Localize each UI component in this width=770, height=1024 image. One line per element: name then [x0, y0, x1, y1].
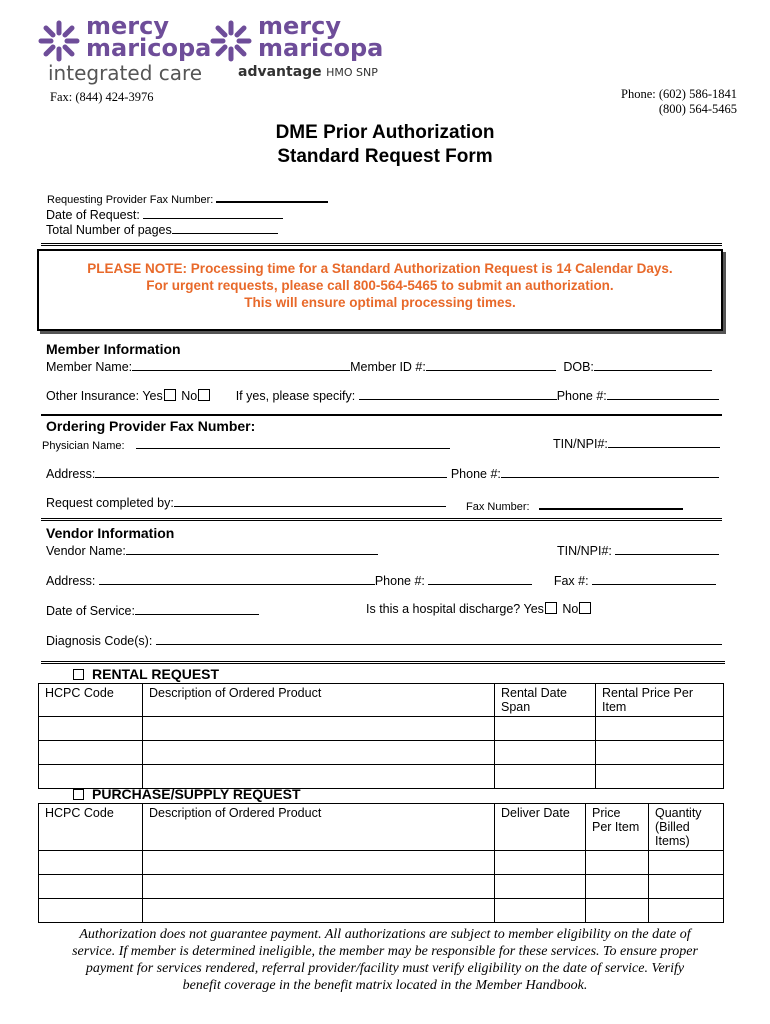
purchase-col-price-b: Per Item: [592, 820, 640, 834]
vendor-fax-line[interactable]: [592, 572, 716, 585]
specify-line[interactable]: [359, 387, 557, 400]
physician-name-field: [42, 436, 450, 452]
vendor-tin-field: [557, 542, 719, 558]
date-of-request-label: Date of Request:: [46, 208, 140, 222]
rental-cell[interactable]: [143, 741, 495, 765]
logo2-hmo-snp: HMO SNP: [326, 66, 378, 79]
purchase-cell[interactable]: [495, 851, 586, 875]
diagnosis-codes-field: [46, 632, 722, 648]
logo2-line2: maricopa: [258, 34, 384, 62]
provider-fax-field[interactable]: [47, 189, 328, 206]
other-insurance-label: Other Insurance: Yes: [46, 389, 163, 403]
rental-request-checkbox[interactable]: [73, 669, 84, 680]
starburst-logo-icon: [38, 20, 80, 62]
disclaimer: [20, 926, 750, 994]
purchase-request-heading: [72, 786, 301, 802]
fax-number: Fax: (844) 424-3976: [50, 90, 154, 104]
purchase-cell[interactable]: [143, 875, 495, 899]
disclaimer-line2: service. If member is determined ineligible, the member may be responsible for these services. To ensure proper: [72, 944, 698, 959]
vendor-address-line[interactable]: [99, 572, 375, 585]
date-of-service-line[interactable]: [135, 602, 259, 615]
provider-fax-line[interactable]: [216, 189, 328, 203]
rental-request-label: RENTAL REQUEST: [92, 666, 220, 682]
specify-label: If yes, please specify:: [235, 389, 356, 403]
rental-cell[interactable]: [596, 717, 724, 741]
vendor-name-label: Vendor Name:: [46, 544, 126, 558]
rental-row[interactable]: [39, 741, 724, 765]
purchase-cell[interactable]: [495, 875, 586, 899]
form-title-line2: Standard Request Form: [277, 146, 493, 167]
member-phone-line[interactable]: [607, 387, 719, 400]
vendor-info-heading: Vendor Information: [46, 525, 175, 541]
rental-col-hcpc: HCPC Code: [39, 684, 143, 717]
ordering-phone-line[interactable]: [501, 465, 719, 478]
purchase-cell[interactable]: [649, 851, 724, 875]
rental-cell[interactable]: [596, 741, 724, 765]
purchase-col-price-a: Price: [592, 806, 621, 820]
discharge-no-checkbox[interactable]: [579, 602, 591, 614]
dob-line[interactable]: [594, 358, 712, 371]
purchase-col-quantity-b: (Billed: [655, 820, 690, 834]
discharge-no-label: No: [562, 602, 579, 616]
rental-cell[interactable]: [143, 717, 495, 741]
notice-line1: PLEASE NOTE: Processing time for a Standard Authorization Request is 14 Calendar Days.: [87, 261, 673, 276]
rule-ordering: [41, 414, 722, 416]
purchase-col-hcpc: HCPC Code: [39, 804, 143, 851]
purchase-cell[interactable]: [143, 851, 495, 875]
vendor-address-label: Address:: [46, 574, 96, 588]
ordering-provider-heading: Ordering Provider Fax Number:: [46, 418, 256, 434]
date-of-request-line[interactable]: [143, 206, 283, 219]
logo2-line3: [238, 64, 378, 80]
purchase-row[interactable]: [39, 899, 724, 923]
phone-number-1: Phone: (602) 586-1841: [621, 87, 737, 101]
rental-table: [38, 683, 724, 789]
logo1-line2: maricopa: [86, 34, 212, 62]
logo1-line1: mercy: [86, 12, 169, 40]
purchase-request-checkbox[interactable]: [73, 789, 84, 800]
member-id-label: Member ID #:: [350, 360, 426, 374]
other-insurance-yes-checkbox[interactable]: [164, 389, 176, 401]
vendor-phone-label: Phone #:: [374, 574, 425, 588]
hospital-discharge-label: Is this a hospital discharge? Yes: [366, 602, 544, 616]
dob-label: DOB:: [563, 360, 594, 374]
purchase-table: [38, 803, 724, 923]
purchase-cell[interactable]: [586, 875, 649, 899]
disclaimer-line4: benefit coverage in the benefit matrix located in the Member Handbook.: [182, 978, 588, 993]
purchase-cell[interactable]: [39, 851, 143, 875]
hospital-discharge-field: [366, 602, 591, 616]
date-of-service-label: Date of Service:: [46, 604, 135, 618]
rental-cell[interactable]: [143, 765, 495, 789]
member-id-line[interactable]: [426, 358, 556, 371]
logo2-line1: mercy: [258, 12, 341, 40]
rental-cell[interactable]: [39, 717, 143, 741]
rental-header-row: [39, 684, 724, 717]
total-pages-line[interactable]: [172, 221, 278, 234]
notice-line2: For urgent requests, please call 800-564-5465 to submit an authorization.: [146, 278, 614, 293]
diagnosis-codes-line[interactable]: [156, 632, 722, 645]
member-name-label: Member Name:: [46, 360, 133, 374]
purchase-col-quantity-a: Quantity: [655, 806, 702, 820]
purchase-row[interactable]: [39, 875, 724, 899]
ordering-phone-label: Phone #:: [450, 467, 501, 481]
purchase-cell[interactable]: [586, 899, 649, 923]
purchase-col-deliver-date: Deliver Date: [495, 804, 586, 851]
rental-cell[interactable]: [495, 765, 596, 789]
ordering-fax-line[interactable]: [539, 496, 683, 510]
mercy-advantage-logo: [210, 12, 384, 84]
vendor-tin-label: TIN/NPI#:: [557, 544, 612, 558]
rental-col-price-a: Rental Price Per: [602, 686, 694, 700]
ordering-address-label: Address:: [46, 467, 96, 481]
purchase-cell[interactable]: [649, 875, 724, 899]
purchase-col-description: Description of Ordered Product: [143, 804, 495, 851]
purchase-cell[interactable]: [495, 899, 586, 923]
starburst-logo-icon: [210, 20, 252, 62]
rental-col-date-span-a: Rental Date: [501, 686, 568, 700]
purchase-col-quantity-c: Items): [655, 834, 690, 848]
rule-vendor: [41, 518, 722, 521]
other-insurance-no-checkbox[interactable]: [198, 389, 210, 401]
vendor-name-field: [46, 542, 378, 558]
rule-rental: [41, 661, 725, 664]
rental-cell[interactable]: [495, 717, 596, 741]
notice-box: [37, 249, 723, 331]
physician-name-label: Physician Name:: [42, 440, 125, 452]
ordering-tin-label: TIN/NPI#:: [553, 437, 608, 451]
request-completed-label: Request completed by:: [46, 496, 174, 510]
diagnosis-codes-label: Diagnosis Code(s):: [46, 634, 153, 648]
notice-line3: This will ensure optimal processing times.: [244, 295, 516, 310]
rental-cell[interactable]: [39, 741, 143, 765]
rental-col-date-span: [495, 684, 596, 717]
purchase-cell[interactable]: [39, 899, 143, 923]
rental-row[interactable]: [39, 765, 724, 789]
member-phone-label: Phone #:: [556, 389, 607, 403]
purchase-request-label: PURCHASE/SUPPLY REQUEST: [92, 786, 301, 802]
disclaimer-line1: Authorization does not guarantee payment. All authorizations are subject to member eligibility on the date of: [79, 927, 691, 942]
purchase-cell[interactable]: [649, 899, 724, 923]
rental-request-heading: [72, 666, 219, 682]
purchase-cell[interactable]: [143, 899, 495, 923]
member-info-heading: Member Information: [46, 341, 181, 357]
purchase-col-price: [586, 804, 649, 851]
form-title-line1: DME Prior Authorization: [275, 122, 495, 143]
purchase-col-quantity: [649, 804, 724, 851]
ordering-fax-field: [466, 496, 683, 513]
request-completed-line[interactable]: [174, 494, 446, 507]
request-completed-field: [46, 494, 446, 510]
purchase-cell[interactable]: [39, 875, 143, 899]
mercy-integrated-logo: [38, 12, 212, 85]
discharge-yes-checkbox[interactable]: [545, 602, 557, 614]
purchase-cell[interactable]: [586, 851, 649, 875]
vendor-phone-line[interactable]: [428, 572, 532, 585]
logo2-advantage: advantage: [238, 64, 322, 80]
logo1-line3: integrated care: [48, 61, 203, 85]
ordering-fax-label: Fax Number:: [466, 501, 530, 513]
ordering-tin-field: [553, 435, 720, 451]
other-insurance-row: [46, 387, 719, 403]
ordering-address-row: [46, 465, 719, 481]
rental-cell[interactable]: [39, 765, 143, 789]
rental-col-price-b: Item: [602, 700, 627, 714]
vendor-tin-line[interactable]: [615, 542, 719, 555]
vendor-address-row: [46, 572, 716, 588]
ordering-address-line[interactable]: [95, 465, 447, 478]
purchase-row[interactable]: [39, 851, 724, 875]
member-name-row: [46, 358, 712, 374]
vendor-name-line[interactable]: [126, 542, 378, 555]
other-insurance-no-label: No: [181, 389, 198, 403]
total-pages-label: Total Number of pages: [46, 223, 172, 237]
provider-fax-label: Requesting Provider Fax Number:: [47, 194, 214, 206]
disclaimer-line3: payment for services rendered, referral provider/facility must verify eligibility on the date of service. Verify: [85, 961, 685, 976]
phone-number-2: (800) 564-5465: [658, 102, 737, 116]
rental-row[interactable]: [39, 717, 724, 741]
rental-col-date-span-b: Span: [501, 700, 531, 714]
rental-cell[interactable]: [596, 765, 724, 789]
date-of-service-field: [46, 602, 259, 618]
member-name-line[interactable]: [132, 358, 350, 371]
vendor-fax-label: Fax #:: [553, 574, 589, 588]
ordering-tin-line[interactable]: [608, 435, 720, 448]
physician-name-line[interactable]: [136, 436, 450, 449]
purchase-header-row: [39, 804, 724, 851]
rental-cell[interactable]: [495, 741, 596, 765]
date-of-request-field[interactable]: [46, 206, 283, 222]
rental-col-price: [596, 684, 724, 717]
rental-col-description: Description of Ordered Product: [143, 684, 495, 717]
rule-top-notice: [41, 243, 722, 246]
total-pages-field[interactable]: [46, 221, 278, 237]
